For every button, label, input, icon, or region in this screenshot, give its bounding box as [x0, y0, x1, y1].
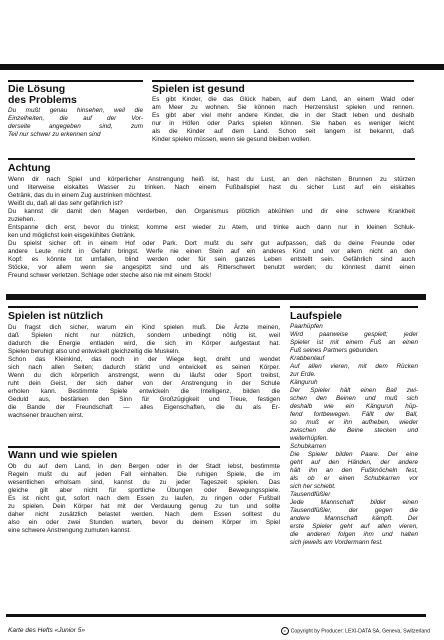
- laufspiele-line: schen den Beinen und muß sich: [290, 395, 418, 402]
- gesund-line: Es gibt Kinder, die das Glück haben, auf dem Land, an einem Wald oder: [152, 96, 414, 103]
- game-name-kaenguruh: Känguruh: [290, 379, 318, 386]
- achtung-line: ken und möglichst kein eisgekühltes Getränk.: [8, 232, 136, 239]
- achtung-line: Freund schwer verletzen. Schlage oder steche also nie mit einem Stock!: [8, 272, 212, 279]
- laufspiele-line: andere Mannschaft kämpft. Der: [290, 515, 418, 522]
- nuetzlich-title: Spielen ist nützlich: [8, 310, 104, 322]
- footer-card-label: Karte des Hefts «Junior 5»: [8, 627, 85, 634]
- bottom-rule: [6, 614, 426, 617]
- nuetzlich-line: sich nach allen Seiten; dadurch stärkt und entwickelt es seinen Körper.: [8, 364, 280, 371]
- wann-title: Wann und wie spielen: [8, 449, 118, 461]
- wann-line: wesentlichen erholsam sind, kannst du zu jeder Tageszeit spielen. Das: [8, 479, 280, 486]
- laufspiele-line: Fuß seines Partners gebunden.: [290, 347, 379, 354]
- laufspiele-line: Auf allen vieren, mit dem Rücken: [290, 363, 418, 370]
- achtung-line: und literweise eiskaltes Wasser zu trinken. Nach einem Fußballspiel hast du sicher Lust auf ein eiskaltes: [8, 184, 415, 191]
- solution-title-line2: des Problems: [8, 94, 77, 106]
- achtung-line: Kopf: es könnte tot umfallen, blind werden oder für sein ganzes Leben entstellt sein. Gefährlich sind auch: [8, 256, 415, 263]
- laufspiele-line: Wird paarweise gespielt; jeder: [290, 331, 418, 338]
- laufspiele-line: zwischen die Beine stecken und: [290, 427, 418, 434]
- nuetzlich-title-rule: [8, 306, 280, 308]
- achtung-line: Getränk, das du in einem Zug austrinken möchtest.: [8, 192, 152, 199]
- solution-title-line1: Die Lösung: [8, 83, 66, 95]
- achtung-line: Entspanne dich erst, bevor du trinkst; komme erst wieder zu Atem, und trinke auch dann nur in kleinen Schluk-: [8, 224, 415, 231]
- laufspiele-line: hält ihn an den Fußknöcheln fest,: [290, 467, 418, 474]
- wann-line: zu spielen. Dein Körper hat mit der Verdauung genug zu tun und sollte: [8, 503, 280, 510]
- wann-line: gleiche gilt aber nicht für sportliche Übungen oder Bewegungsspiele.: [8, 487, 280, 494]
- laufspiele-line: so muß er ihn aufheben, wieder: [290, 419, 418, 426]
- nuetzlich-line: erholen kann. Bestimmte Spiele entwickeln die Intelligenz, bilden die: [8, 388, 280, 395]
- nuetzlich-line: wachsener brauchen wirst.: [8, 412, 84, 419]
- laufspiele-line: zur Erde.: [290, 371, 316, 378]
- achtung-line: zuziehen.: [8, 216, 36, 223]
- footer-copyright: [281, 627, 430, 635]
- top-rule: [0, 64, 444, 70]
- nuetzlich-line: dadurch die Energie entladen wird, die sich im Körper aufgestaut hat.: [8, 340, 280, 347]
- nuetzlich-line: Spielen beruhigt also und entwickelt gleichzeitig die Muskeln.: [8, 348, 180, 355]
- nuetzlich-line: daß Spielen nicht nur nützlich, sondern unbedingt nötig ist, weil: [8, 332, 280, 339]
- solution-line: derseite angegeben sind, zum: [8, 123, 143, 130]
- gesund-line: als die Kinder auf dem Land. Schon seit langem ist bekannt, daß: [152, 128, 414, 135]
- game-name-schubkarren: Schubkarren: [290, 443, 326, 450]
- solution-line: Teil nur schwer zu erkennen sind: [8, 131, 101, 138]
- laufspiele-line: Jede Mannschaft bildet einen: [290, 499, 418, 506]
- achtung-section: [8, 158, 415, 280]
- solution-box: [8, 80, 143, 139]
- laufspiele-line: Die Spieler bilden Paare. Der eine: [290, 451, 418, 458]
- laufspiele-line: geht auf den Händen, der andere: [290, 459, 418, 466]
- achtung-line: Du spielst sicher oft in einem Hof oder Park. Dort mußt du sehr gut aufpassen, daß du deine Freunde oder: [8, 240, 415, 247]
- achtung-line: andere Leute nicht in Gefahr bringst. Werfe nie einen Stein auf ein anderes Kind und vor allem nicht an den: [8, 248, 415, 255]
- laufspiele-line: Spieler ist mit einem Fuß an einen: [290, 339, 418, 346]
- solution-line: Du mußt genau hinsehen, weil die: [8, 107, 143, 114]
- achtung-line: Wenn dir nach Spiel und körperlicher Anstrengung heiß ist, hast du Lust, an den nächsten Brunnen zu stürzen: [8, 176, 415, 183]
- wann-line: Es ist nicht gut, sofort nach dem Essen zu laufen, zu ringen oder Fußball: [8, 495, 280, 502]
- game-name-paarhuepfen: Paarhüpfen: [290, 323, 323, 330]
- gesund-line: nur in Höfen oder Parks spielen können. Sie haben es weniger leicht: [152, 120, 414, 127]
- gesund-title-rule: [152, 80, 414, 82]
- laufspiele-line: Tausendfüßler, der gegen die: [290, 507, 418, 514]
- wann-line: eine schwere Anstrengung zumuten kannst.: [8, 527, 132, 534]
- solution-line: Einzelheiten, die auf der Vor-: [8, 115, 143, 122]
- nuetzlich-section: [8, 306, 280, 420]
- gesund-line: am Meer zu wohnen. Sie können nach Herzenslust spielen und rennen.: [152, 104, 414, 111]
- laufspiele-section: [290, 306, 418, 547]
- nuetzlich-line: Schon das Kleinkind, das noch in der Wiege liegt, dreht und wendet: [8, 356, 280, 363]
- gesund-section: [152, 80, 414, 144]
- wann-line: Regeln mußt du auf jeden Fall einhalten. Die ruhigen Spiele, die im: [8, 471, 280, 478]
- achtung-line: Weißt du, daß all das sehr gefährlich ist?: [8, 200, 123, 207]
- gesund-line: Kinder spielen müssen, wenn sie gesund bleiben wollen.: [152, 136, 312, 143]
- laufspiele-line: sich her schiebt.: [290, 483, 336, 490]
- laufspiele-line: Der Spieler hält einen Ball zwi-: [290, 387, 418, 394]
- wann-line: Ob du auf dem Land, in den Bergen oder in der Stadt lebst, bestimmte: [8, 463, 280, 470]
- game-name-tausendfuessler: Tausendfüßler: [290, 491, 331, 498]
- laufspiele-line: fend fortbewegen. Fällt der Ball,: [290, 411, 418, 418]
- game-name-krabbenlauf: Krabbenlauf: [290, 355, 325, 362]
- wann-section: [8, 446, 280, 535]
- solution-title-rule: [8, 80, 143, 82]
- laufspiele-title-rule: [290, 306, 418, 308]
- wann-line: also ein oder zwei Stunden warten, bevor du deinem Körper im Spiel: [8, 519, 280, 526]
- laufspiele-line: sich jeweils am Vordermann fest.: [290, 539, 383, 546]
- achtung-title: Achtung: [8, 162, 51, 174]
- nuetzlich-line: die Bande der Freundschaft — alles Eigenschaften, die du als Er-: [8, 404, 280, 411]
- nuetzlich-line: Wenn du dich körperlich anstrengst, wenn du läufst oder Sport treibst,: [8, 372, 280, 379]
- gesund-title: Spielen ist gesund: [152, 83, 245, 95]
- achtung-line: Du kannst dir damit den Magen verderben, den Organismus plötzlich abkühlen und dir eine schwere Krankheit: [8, 208, 415, 215]
- laufspiele-line: erste Spieler geht auf allen vieren,: [290, 523, 418, 530]
- nuetzlich-line: Du fragst dich sicher, warum ein Kind spielen muß. Die Ärzte meinen,: [8, 324, 280, 331]
- nuetzlich-line: ruht dein Geist, der sich daher von der Anstrengung in der Schule: [8, 380, 280, 387]
- laufspiele-line: als ob er einen Schubkarren vor: [290, 475, 418, 482]
- laufspiele-line: weiterhüpfen.: [290, 435, 329, 442]
- footer-copyright-text: Copyright by Producer: LEXI-DATA SA, Geneva, Switzerland: [290, 628, 430, 635]
- gesund-line: Es gibt aber viel mehr andere Kinder, die in der Stadt leben und deshalb: [152, 112, 414, 119]
- wann-line: daher nicht zusätzlich belastet werden. Nach dem Essen solltest du: [8, 511, 280, 518]
- achtung-line: Stöcke, vor allem wenn sie angespitzt sind und als Ritterschwert benutzt werden; du könntest damit einen: [8, 264, 415, 271]
- laufspiele-line: die anderen folgen ihm und halten: [290, 531, 418, 538]
- nuetzlich-line: Geduld aus, bestärken den Sinn für Großzügigkeit und Treue, festigen: [8, 396, 280, 403]
- middle-rule: [6, 294, 426, 300]
- achtung-title-rule: [8, 158, 415, 160]
- copyright-icon: c: [281, 627, 289, 635]
- laufspiele-line: deshalb wie ein Känguruh hüp-: [290, 403, 418, 410]
- laufspiele-title: Laufspiele: [290, 310, 342, 322]
- wann-title-rule: [8, 446, 280, 448]
